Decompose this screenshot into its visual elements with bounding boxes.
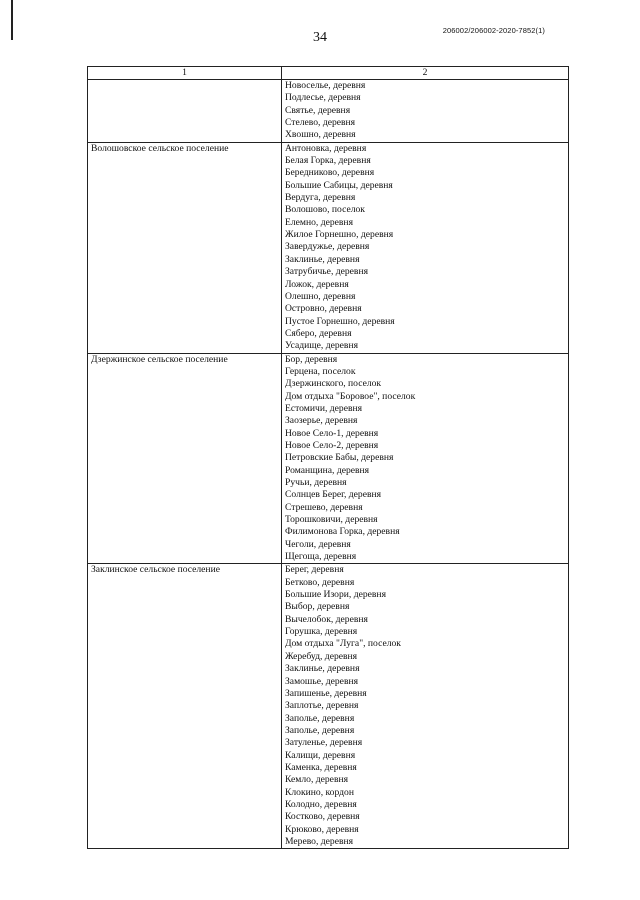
settlements-table	[87, 66, 569, 849]
locality-item: Романщина, деревня	[285, 464, 370, 476]
locality-item: Затрубичье, деревня	[285, 266, 369, 278]
settlement-name-cell: Дзержинское сельское поселение	[88, 353, 282, 564]
locality-item: Олешно, деревня	[285, 290, 356, 302]
locality-item: Хвошно, деревня	[285, 129, 356, 141]
locality-item: Филимонова Горка, деревня	[285, 526, 400, 538]
locality-item: Костково, деревня	[285, 811, 360, 823]
locality-item: Кемло, деревня	[285, 774, 349, 786]
locality-item: Выбор, деревня	[285, 601, 350, 613]
locality-item: Жеребуд, деревня	[285, 650, 358, 662]
locality-item: Мерево, деревня	[285, 835, 354, 847]
locality-item: Заозерье, деревня	[285, 415, 358, 427]
locality-item: Калищи, деревня	[285, 749, 356, 761]
locality-item: Берег, деревня	[285, 564, 344, 576]
locality-item: Петровские Бабы, деревня	[285, 452, 394, 464]
page-number: 34	[313, 30, 327, 45]
locality-item: Заклинье, деревня	[285, 253, 360, 265]
locality-item: Большие Изори, деревня	[285, 589, 386, 601]
locality-item: Колодно, деревня	[285, 798, 357, 810]
locality-item: Дом отдыха "Боровое", поселок	[285, 390, 416, 402]
locality-item: Новое Село-1, деревня	[285, 427, 379, 439]
column-header-1: 1	[88, 67, 282, 80]
settlement-name-cell: Волошовское сельское поселение	[88, 142, 282, 353]
locality-item: Запишенье, деревня	[285, 687, 367, 699]
locality-item: Вычелобок, деревня	[285, 613, 368, 625]
locality-item: Замошье, деревня	[285, 675, 359, 687]
locality-item: Подлесье, деревня	[285, 92, 361, 104]
locality-item: Щегоща, деревня	[285, 551, 357, 563]
settlement-name-cell: Заклинское сельское поселение	[88, 564, 282, 849]
locality-item: Естомичи, деревня	[285, 402, 363, 414]
locality-item: Стелево, деревня	[285, 117, 356, 129]
locality-item: Сяберо, деревня	[285, 327, 352, 339]
locality-item: Ручьи, деревня	[285, 477, 347, 488]
locality-item: Заполье, деревня	[285, 724, 355, 736]
locality-item: Пустое Горнешно, деревня	[285, 315, 395, 327]
locality-item: Антоновка, деревня	[285, 142, 367, 154]
locality-item: Ложок, деревня	[285, 278, 349, 290]
locality-item: Торошковичи, деревня	[285, 514, 378, 526]
locality-item: Завердужье, деревня	[285, 241, 370, 253]
locality-item: Усадище, деревня	[285, 340, 359, 352]
locality-item: Вердуга, деревня	[285, 192, 356, 204]
table-row	[88, 353, 569, 564]
locality-item: Жилое Горнешно, деревня	[285, 229, 394, 241]
locality-item: Бор, деревня	[285, 353, 338, 365]
locality-item: Островно, деревня	[285, 303, 362, 315]
table-row	[88, 142, 569, 353]
locality-item: Солнцев Берег, деревня	[285, 489, 382, 501]
localities-cell	[282, 80, 569, 143]
locality-item: Заплотье, деревня	[285, 700, 359, 712]
locality-item: Клокино, кордон	[285, 786, 354, 798]
locality-item: Заполье, деревня	[285, 712, 355, 724]
locality-item: Белая Горка, деревня	[285, 155, 371, 167]
locality-item: Волошово, поселок	[285, 204, 365, 216]
locality-item: Большие Сабицы, деревня	[285, 179, 393, 191]
locality-item: Герцена, поселок	[285, 365, 356, 377]
localities-cell	[282, 564, 569, 849]
locality-item: Затуленье, деревня	[285, 737, 363, 749]
locality-item: Новоселье, деревня	[285, 80, 366, 91]
locality-item: Стрешево, деревня	[285, 501, 363, 513]
locality-item: Крюково, деревня	[285, 823, 359, 835]
locality-item: Святье, деревня	[285, 104, 351, 116]
localities-cell	[282, 142, 569, 353]
locality-item: Каменка, деревня	[285, 761, 357, 773]
table-body	[88, 80, 569, 849]
localities-cell	[282, 353, 569, 564]
table-row	[88, 564, 569, 849]
locality-item: Новое Село-2, деревня	[285, 439, 379, 451]
settlement-name-cell	[88, 80, 282, 143]
locality-item: Елемно, деревня	[285, 216, 353, 228]
table-row	[88, 80, 569, 143]
locality-item: Дом отдыха "Луга", поселок	[285, 638, 401, 650]
locality-item: Чеголи, деревня	[285, 538, 351, 550]
locality-item: Бетково, деревня	[285, 576, 355, 588]
locality-item: Бередниково, деревня	[285, 167, 375, 179]
document-reference: 206002/206002-2020-7852(1)	[442, 26, 545, 35]
locality-item: Заклинье, деревня	[285, 663, 360, 675]
locality-item: Горушка, деревня	[285, 626, 358, 638]
column-header-2: 2	[282, 67, 569, 80]
table-header-row	[88, 67, 569, 80]
locality-item: Дзержинского, поселок	[285, 378, 382, 390]
